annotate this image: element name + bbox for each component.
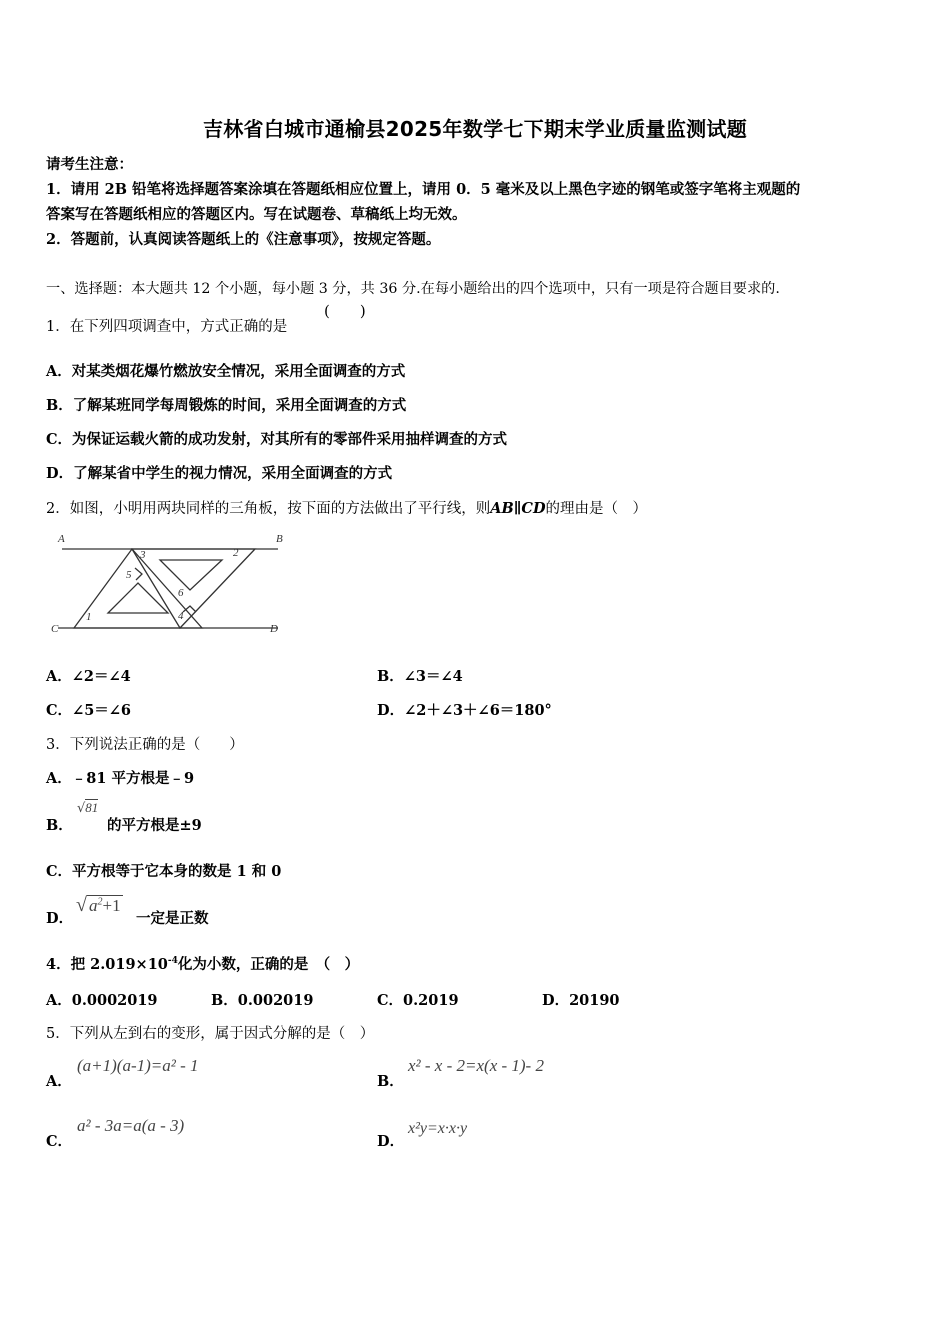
q4-stem-exp: -4 bbox=[167, 956, 178, 967]
q3-option-c: C．平方根等于它本身的数是 1 和 0 bbox=[46, 863, 282, 880]
q4-stem bbox=[46, 953, 359, 974]
label-6: 6 bbox=[178, 587, 184, 599]
q3-option-b-math bbox=[77, 800, 98, 816]
label-b: B bbox=[276, 533, 283, 545]
q3-option-a: A．﹣81 平方根是﹣9 bbox=[46, 770, 195, 787]
label-1: 1 bbox=[86, 611, 92, 623]
notice-line1b: 答案写在答题纸相应的答题区内。写在试题卷、草稿纸上均无效。 bbox=[46, 206, 467, 223]
q5-option-d-label: D． bbox=[377, 1133, 405, 1150]
label-a: A bbox=[58, 533, 65, 545]
q5-option-c-label: C． bbox=[46, 1133, 73, 1150]
q2-stem-text: 2．如图，小明用两块同样的三角板，按下面的方法做出了平行线，则 bbox=[46, 501, 491, 517]
q3-option-d-math bbox=[76, 894, 123, 917]
notice-line1: 1．请用 2B 铅笔将选择题答案涂填在答题纸相应位置上，请用 0．5 毫米及以上黑色字迹的钢笔或签字笔将主观题的 bbox=[46, 181, 801, 198]
section-heading: 一、选择题：本大题共 12 个小题，每小题 3 分，共 36 分.在每小题给出的四个选项中，只有一项是符合题目要求的. bbox=[46, 281, 780, 297]
sqrt-radicand: 81 bbox=[85, 800, 99, 815]
q4-stem-pre: 4．把 2.019×10 bbox=[46, 956, 168, 973]
q5-option-b-math: x² - x - 2=x(x - 1)- 2 bbox=[408, 1056, 544, 1075]
q2-figure bbox=[50, 528, 290, 638]
q4-stem-post: 化为小数，正确的是 （ ） bbox=[177, 956, 360, 973]
sqrt-base: a bbox=[88, 896, 98, 915]
q5-option-d-math: x²y=x·x·y bbox=[408, 1120, 468, 1137]
q1-option-c: C．为保证运载火箭的成功发射，对其所有的零部件采用抽样调查的方式 bbox=[46, 431, 508, 448]
q2-option-d: D．∠2＋∠3＋∠6＝180° bbox=[377, 702, 552, 719]
q3-option-d-text: 一定是正数 bbox=[136, 910, 209, 927]
q3-option-b-label: B． bbox=[46, 817, 73, 834]
sqrt-sign-d: √ bbox=[76, 894, 87, 916]
page-title: 吉林省白城市通榆县2025年数学七下期末学业质量监测试题 bbox=[202, 117, 748, 141]
q4-option-b: B．0.002019 bbox=[211, 992, 314, 1009]
q4-option-c: C．0.2019 bbox=[377, 992, 459, 1009]
q3-option-b-text: 的平方根是±9 bbox=[107, 817, 202, 834]
notice-heading: 请考生注意： bbox=[46, 156, 133, 173]
q5-option-a-math: (a+1)(a-1)=a² - 1 bbox=[77, 1056, 199, 1075]
label-3: 3 bbox=[140, 549, 146, 561]
q2-stem-math: AB∥CD bbox=[490, 500, 546, 517]
triangle-board-right bbox=[132, 549, 255, 628]
triangle-board-right-inner bbox=[160, 560, 222, 590]
sqrt-sign: √ bbox=[77, 801, 86, 816]
q2-option-a: A．∠2＝∠4 bbox=[46, 668, 131, 685]
q3-stem: 3．下列说法正确的是（ ） bbox=[46, 737, 244, 753]
q2-stem bbox=[46, 497, 647, 518]
label-5: 5 bbox=[126, 569, 132, 581]
q1-paren: ( ) bbox=[324, 302, 366, 320]
sqrt-exponent: 2 bbox=[97, 896, 103, 908]
triangle-board-left-inner bbox=[108, 583, 168, 613]
label-c: C bbox=[51, 623, 59, 635]
q5-option-b-label: B． bbox=[377, 1073, 404, 1090]
label-4: 4 bbox=[178, 610, 184, 622]
q2-option-c: C．∠5＝∠6 bbox=[46, 702, 132, 719]
q1-option-d: D．了解某省中学生的视力情况，采用全面调查的方式 bbox=[46, 465, 393, 482]
q1-stem: 1．在下列四项调查中，方式正确的是 bbox=[46, 319, 288, 335]
label-2: 2 bbox=[233, 547, 239, 559]
q5-option-c-math: a² - 3a=a(a - 3) bbox=[77, 1116, 185, 1135]
q2-option-b: B．∠3＝∠4 bbox=[377, 668, 463, 685]
right-angle-mark-5 bbox=[135, 568, 142, 580]
label-d: D bbox=[270, 623, 278, 635]
q5-stem: 5．下列从左到右的变形，属于因式分解的是（ ） bbox=[46, 1026, 375, 1042]
q4-option-d: D．20190 bbox=[542, 992, 620, 1009]
q5-option-a-label: A． bbox=[46, 1073, 72, 1090]
q1-option-b: B．了解某班同学每周锻炼的时间，采用全面调查的方式 bbox=[46, 397, 407, 414]
notice-line2: 2．答题前，认真阅读答题纸上的《注意事项》，按规定答题。 bbox=[46, 231, 441, 248]
q4-option-a: A．0.0002019 bbox=[46, 992, 158, 1009]
q2-stem-tail: 的理由是（ ） bbox=[545, 501, 648, 517]
q1-option-a: A．对某类烟花爆竹燃放安全情况，采用全面调查的方式 bbox=[46, 363, 406, 380]
q3-option-d-label: D． bbox=[46, 910, 74, 927]
sqrt-tail: +1 bbox=[102, 896, 121, 915]
